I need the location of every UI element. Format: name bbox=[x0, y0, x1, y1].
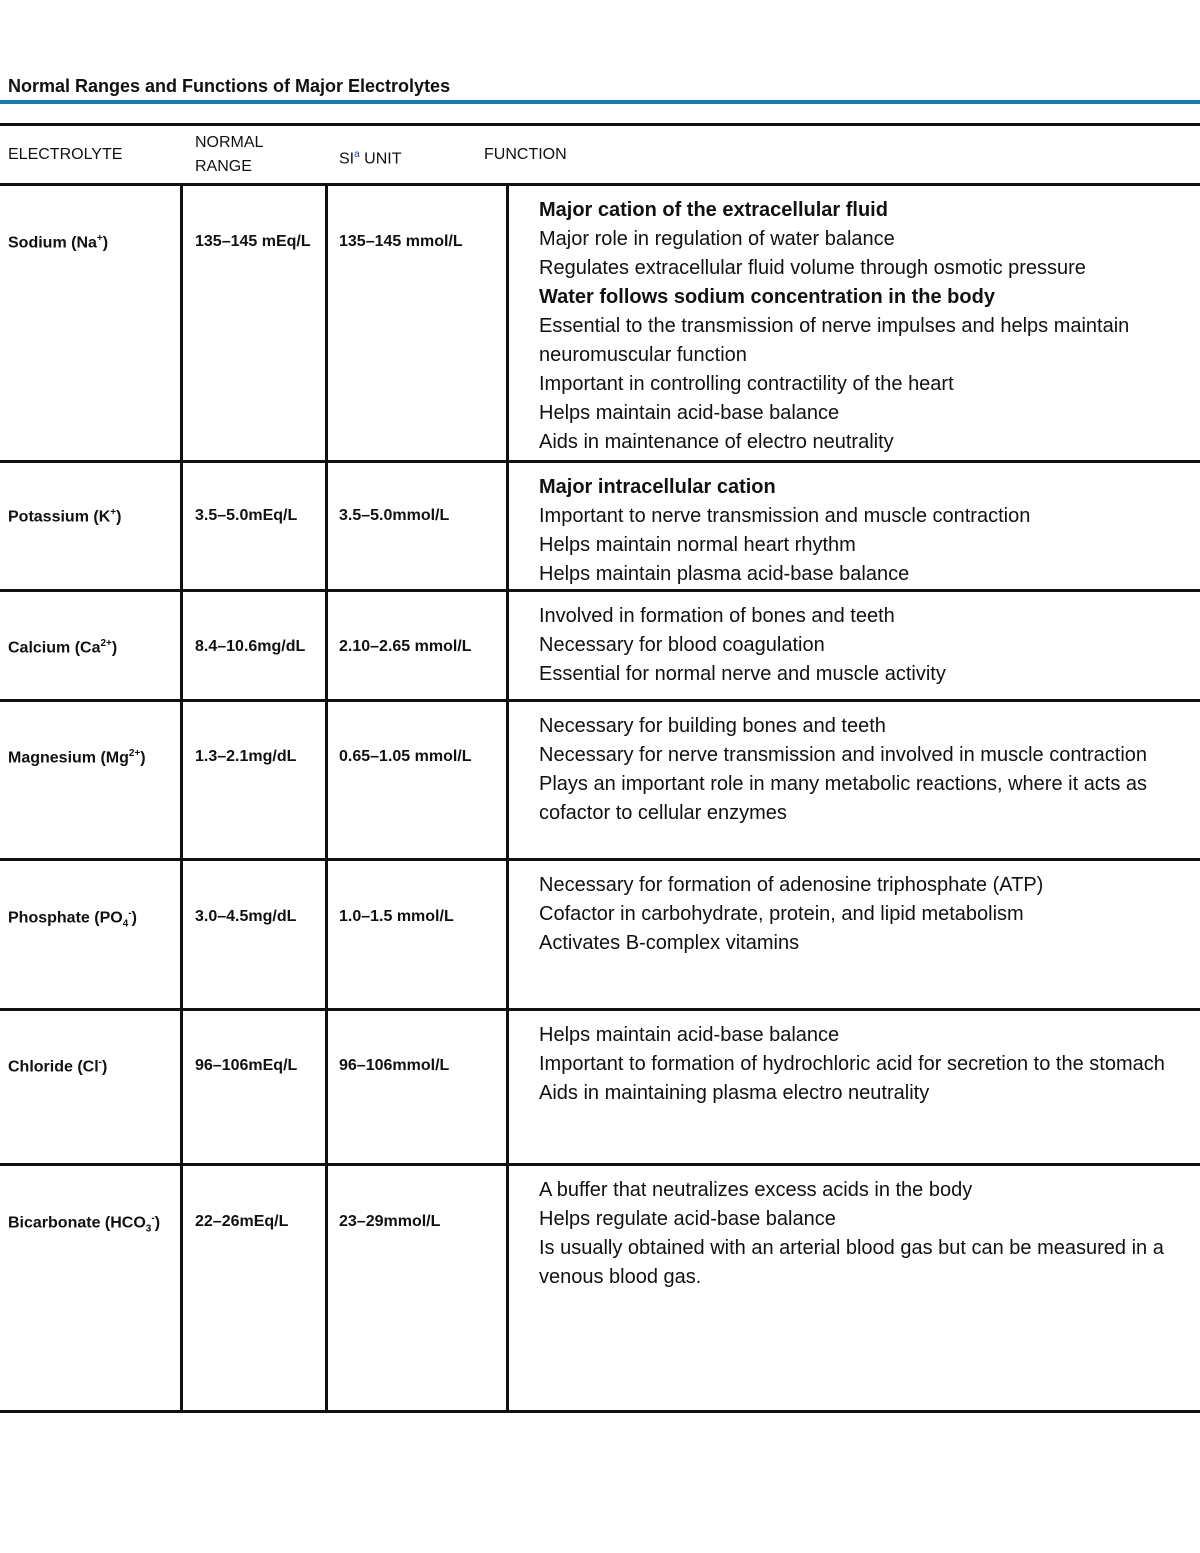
function-item: Important to formation of hydrochloric acid for secretion to the stomach bbox=[539, 1053, 1165, 1075]
electrolyte-name: Potassium (K+) bbox=[8, 507, 122, 526]
header-si-text: SI bbox=[339, 150, 355, 168]
column-divider bbox=[180, 861, 183, 1008]
column-divider bbox=[325, 463, 328, 589]
header-normal-range: NORMAL RANGE bbox=[195, 134, 263, 175]
table-row bbox=[0, 858, 1200, 1008]
normal-range-value: 22–26mEq/L bbox=[195, 1213, 289, 1230]
function-item: Essential for normal nerve and muscle activity bbox=[539, 663, 946, 685]
function-item: Necessary for blood coagulation bbox=[539, 634, 825, 656]
function-item: Aids in maintenance of electro neutrality bbox=[539, 431, 894, 453]
si-unit-value: 1.0–1.5 mmol/L bbox=[339, 908, 454, 925]
function-item: Major cation of the extracellular fluid bbox=[539, 199, 888, 221]
function-item: Activates B-complex vitamins bbox=[539, 932, 800, 954]
title-divider bbox=[0, 100, 1200, 104]
column-divider bbox=[325, 861, 328, 1008]
function-item: Plays an important role in many metabolic reactions, where it acts as cofactor to cellular enzymes bbox=[539, 773, 1148, 824]
column-divider bbox=[325, 1166, 328, 1410]
si-unit-value: 96–106mmol/L bbox=[339, 1057, 450, 1074]
function-item: Helps maintain acid-base balance bbox=[539, 1024, 840, 1046]
table-row bbox=[0, 460, 1200, 589]
function-item: Necessary for nerve transmission and involved in muscle contraction bbox=[539, 744, 1148, 766]
function-list bbox=[539, 871, 1196, 958]
electrolyte-name: Calcium $(Ca^{2+})$ bbox=[8, 638, 118, 657]
function-item: Helps maintain acid-base balance bbox=[539, 402, 840, 424]
normal-range-value: 8.4–10.6mg/dL bbox=[195, 638, 306, 655]
page-title: Normal Ranges and Functions of Major Electrolytes bbox=[8, 76, 451, 96]
function-list bbox=[539, 1021, 1196, 1108]
electrolyte-name: Sodium (Na+) bbox=[8, 233, 109, 252]
column-divider bbox=[506, 861, 509, 1008]
si-unit-value: 2.10–2.65 mmol/L bbox=[339, 638, 472, 655]
function-item: Helps regulate acid-base balance bbox=[539, 1208, 836, 1230]
function-item: Cofactor in carbohydrate, protein, and lipid metabolism bbox=[539, 903, 1024, 925]
normal-range-value: 96–106mEq/L bbox=[195, 1057, 298, 1074]
function-item: Helps maintain plasma acid-base balance bbox=[539, 563, 910, 585]
column-divider bbox=[325, 592, 328, 699]
table-top-border bbox=[0, 123, 1200, 126]
column-divider bbox=[180, 1166, 183, 1410]
function-list bbox=[539, 602, 1196, 689]
column-divider bbox=[506, 702, 509, 858]
function-list bbox=[539, 712, 1196, 828]
column-divider bbox=[506, 186, 509, 460]
column-divider bbox=[506, 592, 509, 699]
column-divider bbox=[506, 1011, 509, 1163]
table-row bbox=[0, 589, 1200, 699]
function-item: A buffer that neutralizes excess acids in the body bbox=[539, 1179, 973, 1201]
column-divider bbox=[325, 186, 328, 460]
electrolyte-name: Magnesium $(Mg^{2+})$ bbox=[8, 748, 146, 767]
function-item: Major role in regulation of water balance bbox=[539, 228, 895, 250]
table-row bbox=[0, 1163, 1200, 1413]
table-row bbox=[0, 1008, 1200, 1163]
column-divider bbox=[180, 463, 183, 589]
function-item: Essential to the transmission of nerve impulses and helps maintain neuromuscular function bbox=[539, 315, 1130, 366]
function-item: Important to nerve transmission and muscle contraction bbox=[539, 505, 1031, 527]
function-item: Is usually obtained with an arterial blood gas but can be measured in a venous blood gas. bbox=[539, 1237, 1164, 1288]
normal-range-value: 3.0–4.5mg/dL bbox=[195, 908, 297, 925]
function-item: Important in controlling contractility of the heart bbox=[539, 373, 954, 395]
table-row bbox=[0, 183, 1200, 460]
column-divider bbox=[180, 702, 183, 858]
header-si-unit-text: UNIT bbox=[359, 150, 402, 168]
electrolyte-name: Phosphate $(PO_4^-)$ bbox=[8, 908, 137, 930]
table-row bbox=[0, 699, 1200, 858]
normal-range-value: 3.5–5.0mEq/L bbox=[195, 507, 298, 524]
normal-range-value: 1.3–2.1mg/dL bbox=[195, 748, 297, 765]
function-item: Water follows sodium concentration in the body bbox=[539, 286, 995, 308]
header-si-unit bbox=[339, 143, 401, 171]
function-item: Necessary for building bones and teeth bbox=[539, 715, 886, 737]
function-item: Regulates extracellular fluid volume through osmotic pressure bbox=[539, 257, 1086, 279]
function-item: Involved in formation of bones and teeth bbox=[539, 605, 895, 627]
header-si-footnote: a bbox=[354, 149, 360, 160]
column-divider bbox=[325, 702, 328, 858]
column-divider bbox=[180, 186, 183, 460]
function-item: Helps maintain normal heart rhythm bbox=[539, 534, 856, 556]
electrolyte-name: Bicarbonate $(HCO_3^-)$ bbox=[8, 1213, 161, 1235]
column-divider bbox=[325, 1011, 328, 1163]
function-item: Necessary for formation of adenosine triphosphate (ATP) bbox=[539, 874, 1044, 896]
function-item: Aids in maintaining plasma electro neutrality bbox=[539, 1082, 930, 1104]
si-unit-value: 3.5–5.0mmol/L bbox=[339, 507, 450, 524]
column-divider bbox=[506, 463, 509, 589]
normal-range-value: 135–145 mEq/L bbox=[195, 233, 311, 250]
function-item: Major intracellular cation bbox=[539, 476, 776, 498]
function-list bbox=[539, 196, 1196, 457]
header-electrolyte: ELECTROLYTE bbox=[8, 146, 123, 163]
si-unit-value: 23–29mmol/L bbox=[339, 1213, 441, 1230]
column-divider bbox=[506, 1166, 509, 1410]
column-divider bbox=[180, 592, 183, 699]
column-divider bbox=[180, 1011, 183, 1163]
function-list bbox=[539, 1176, 1196, 1292]
function-list bbox=[539, 473, 1196, 589]
si-unit-value: 0.65–1.05 mmol/L bbox=[339, 748, 472, 765]
si-unit-value: 135–145 mmol/L bbox=[339, 233, 463, 250]
header-function: FUNCTION bbox=[484, 146, 567, 163]
electrolyte-name: Chloride (Cl-) bbox=[8, 1057, 108, 1076]
